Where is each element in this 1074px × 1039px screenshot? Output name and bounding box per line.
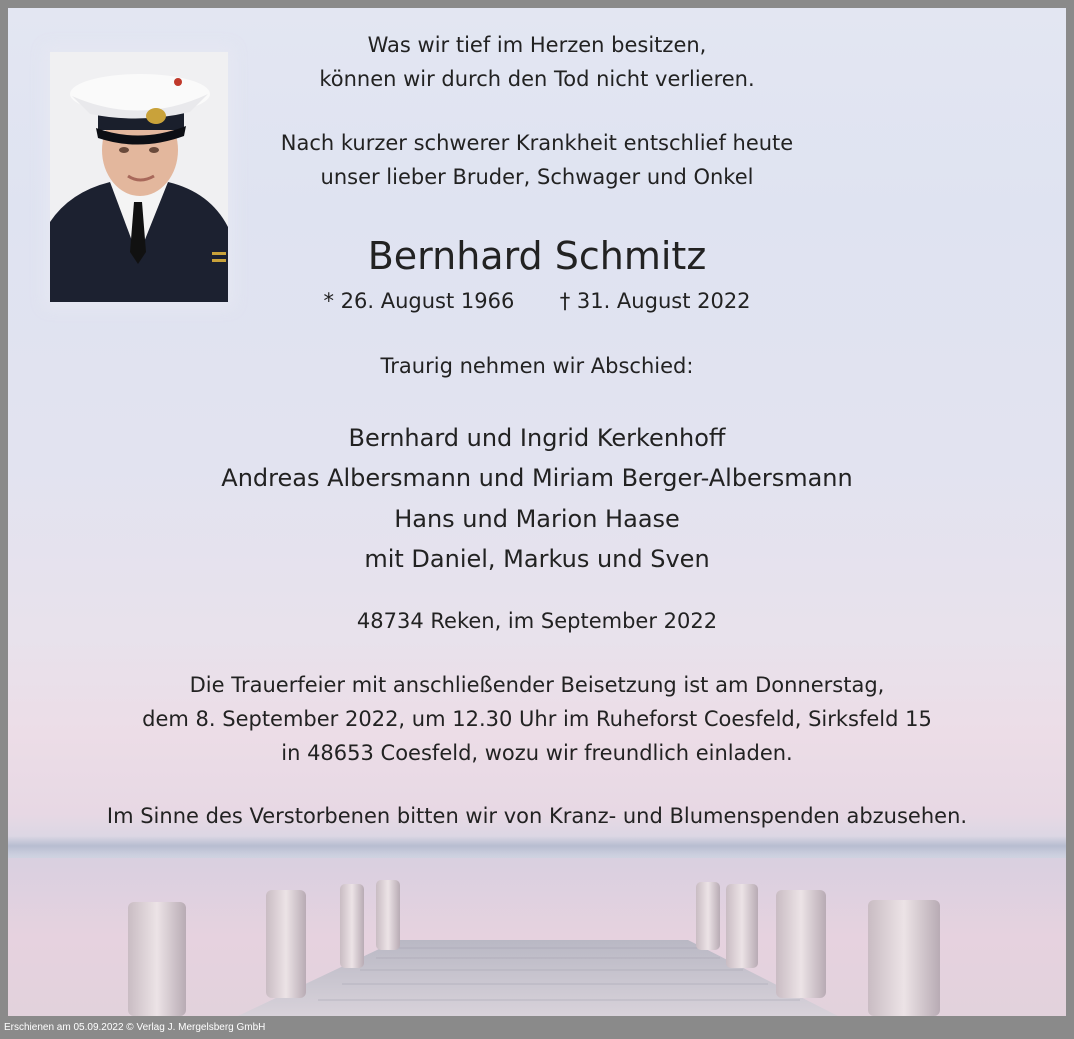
motto-line-2: können wir durch den Tod nicht verlieren. [319, 67, 755, 91]
death-date: † 31. August 2022 [559, 289, 751, 313]
birth-date: * 26. August 1966 [323, 289, 515, 313]
ceremony-line-3: in 48653 Coesfeld, wozu wir freundlich einladen. [281, 741, 793, 765]
motto-line-1: Was wir tief im Herzen besitzen, [367, 33, 707, 57]
obituary-card [8, 8, 1066, 1016]
horizon [8, 836, 1066, 858]
ceremony-line-2: dem 8. September 2022, um 12.30 Uhr im Ruheforst Coesfeld, Sirksfeld 15 [142, 707, 932, 731]
jetty-illustration [8, 868, 1066, 1016]
mourner-line: Hans und Marion Haase [394, 505, 680, 533]
intro-line-2: unser lieber Bruder, Schwager und Onkel [320, 165, 754, 189]
publication-footer: Erschienen am 05.09.2022 © Verlag J. Mergelsberg GmbH [4, 1022, 266, 1033]
ceremony-line-1: Die Trauerfeier mit anschließender Beisetzung ist am Donnerstag, [189, 673, 885, 697]
intro-line-1: Nach kurzer schwerer Krankheit entschlief heute [280, 131, 794, 155]
mourner-line: Andreas Albersmann und Miriam Berger-Albersmann [221, 464, 853, 492]
donation-request: Im Sinne des Verstorbenen bitten wir von Kranz- und Blumenspenden abzusehen. [106, 804, 968, 828]
deceased-name: Bernhard Schmitz [367, 234, 707, 278]
mourner-line: Bernhard und Ingrid Kerkenhoff [348, 424, 726, 452]
farewell-heading: Traurig nehmen wir Abschied: [380, 354, 694, 378]
mourner-line: mit Daniel, Markus und Sven [364, 545, 710, 573]
life-dates [8, 289, 1066, 313]
place-date: 48734 Reken, im September 2022 [356, 609, 718, 633]
